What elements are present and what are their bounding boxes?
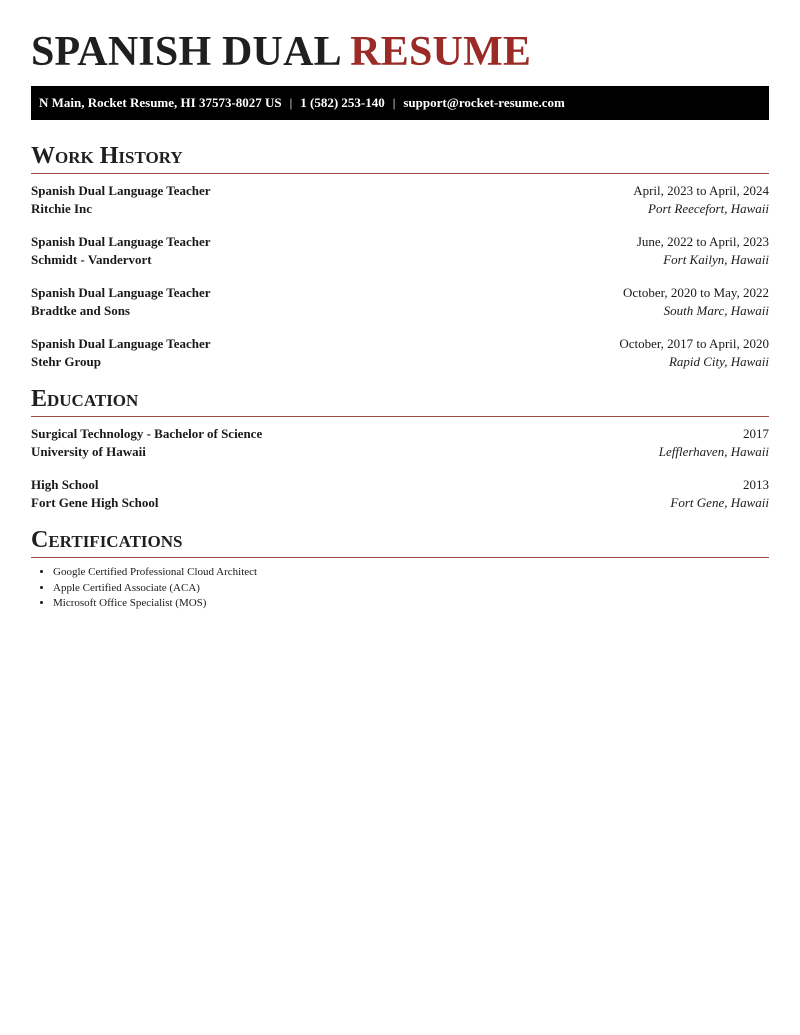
- resume-name: [31, 0, 769, 86]
- job-dates: April, 2023 to April, 2024: [633, 183, 769, 198]
- job-location: Rapid City, Hawaii: [668, 354, 769, 369]
- contact-address: N Main, Rocket Resume, HI 37573-8027 US: [39, 95, 282, 110]
- job-title: Spanish Dual Language Teacher: [31, 183, 211, 198]
- work-entry: [31, 284, 769, 320]
- education-section: [31, 387, 769, 512]
- job-dates: October, 2020 to May, 2022: [623, 285, 769, 300]
- graduation-year: 2017: [743, 426, 769, 441]
- job-company: Bradtke and Sons: [31, 303, 130, 318]
- name-first: SPANISH DUAL: [31, 29, 340, 75]
- contact-email: support@rocket-resume.com: [403, 95, 565, 110]
- job-company: Stehr Group: [31, 354, 101, 369]
- section-title-work: Work History: [31, 144, 769, 174]
- education-entry: [31, 476, 769, 512]
- contact-separator: |: [289, 95, 293, 110]
- section-title-certifications: Certifications: [31, 528, 769, 558]
- certifications-list: [31, 565, 769, 612]
- job-title: Spanish Dual Language Teacher: [31, 285, 211, 300]
- school-name: Fort Gene High School: [31, 495, 159, 510]
- job-title: Spanish Dual Language Teacher: [31, 336, 211, 351]
- education-entry: [31, 425, 769, 461]
- school-location: Lefflerhaven, Hawaii: [658, 444, 769, 459]
- job-location: South Marc, Hawaii: [663, 303, 769, 318]
- degree-name: High School: [31, 477, 99, 492]
- contact-phone: 1 (582) 253-140: [300, 95, 385, 110]
- job-location: Fort Kailyn, Hawaii: [663, 252, 769, 267]
- work-entry: [31, 182, 769, 218]
- job-location: Port Reecefort, Hawaii: [648, 201, 769, 216]
- job-dates: June, 2022 to April, 2023: [636, 234, 769, 249]
- certifications-section: [31, 528, 769, 612]
- job-dates: October, 2017 to April, 2020: [619, 336, 769, 351]
- certification-item: • Microsoft Office Specialist (MOS): [53, 596, 769, 612]
- contact-bar: [31, 86, 769, 120]
- graduation-year: 2013: [743, 477, 769, 492]
- certification-item: • Apple Certified Associate (ACA): [53, 581, 769, 597]
- school-location: Fort Gene, Hawaii: [670, 495, 769, 510]
- job-title: Spanish Dual Language Teacher: [31, 234, 211, 249]
- degree-name: Surgical Technology - Bachelor of Science: [31, 426, 263, 441]
- school-name: University of Hawaii: [31, 444, 146, 459]
- work-entry: [31, 233, 769, 269]
- work-entry: [31, 335, 769, 371]
- certification-item: • Google Certified Professional Cloud Architect: [53, 565, 769, 581]
- job-company: Ritchie Inc: [31, 201, 93, 216]
- work-history-section: [31, 144, 769, 371]
- job-company: Schmidt - Vandervort: [31, 252, 152, 267]
- name-last: RESUME: [350, 29, 532, 75]
- contact-separator: |: [392, 95, 396, 110]
- section-title-education: Education: [31, 387, 769, 417]
